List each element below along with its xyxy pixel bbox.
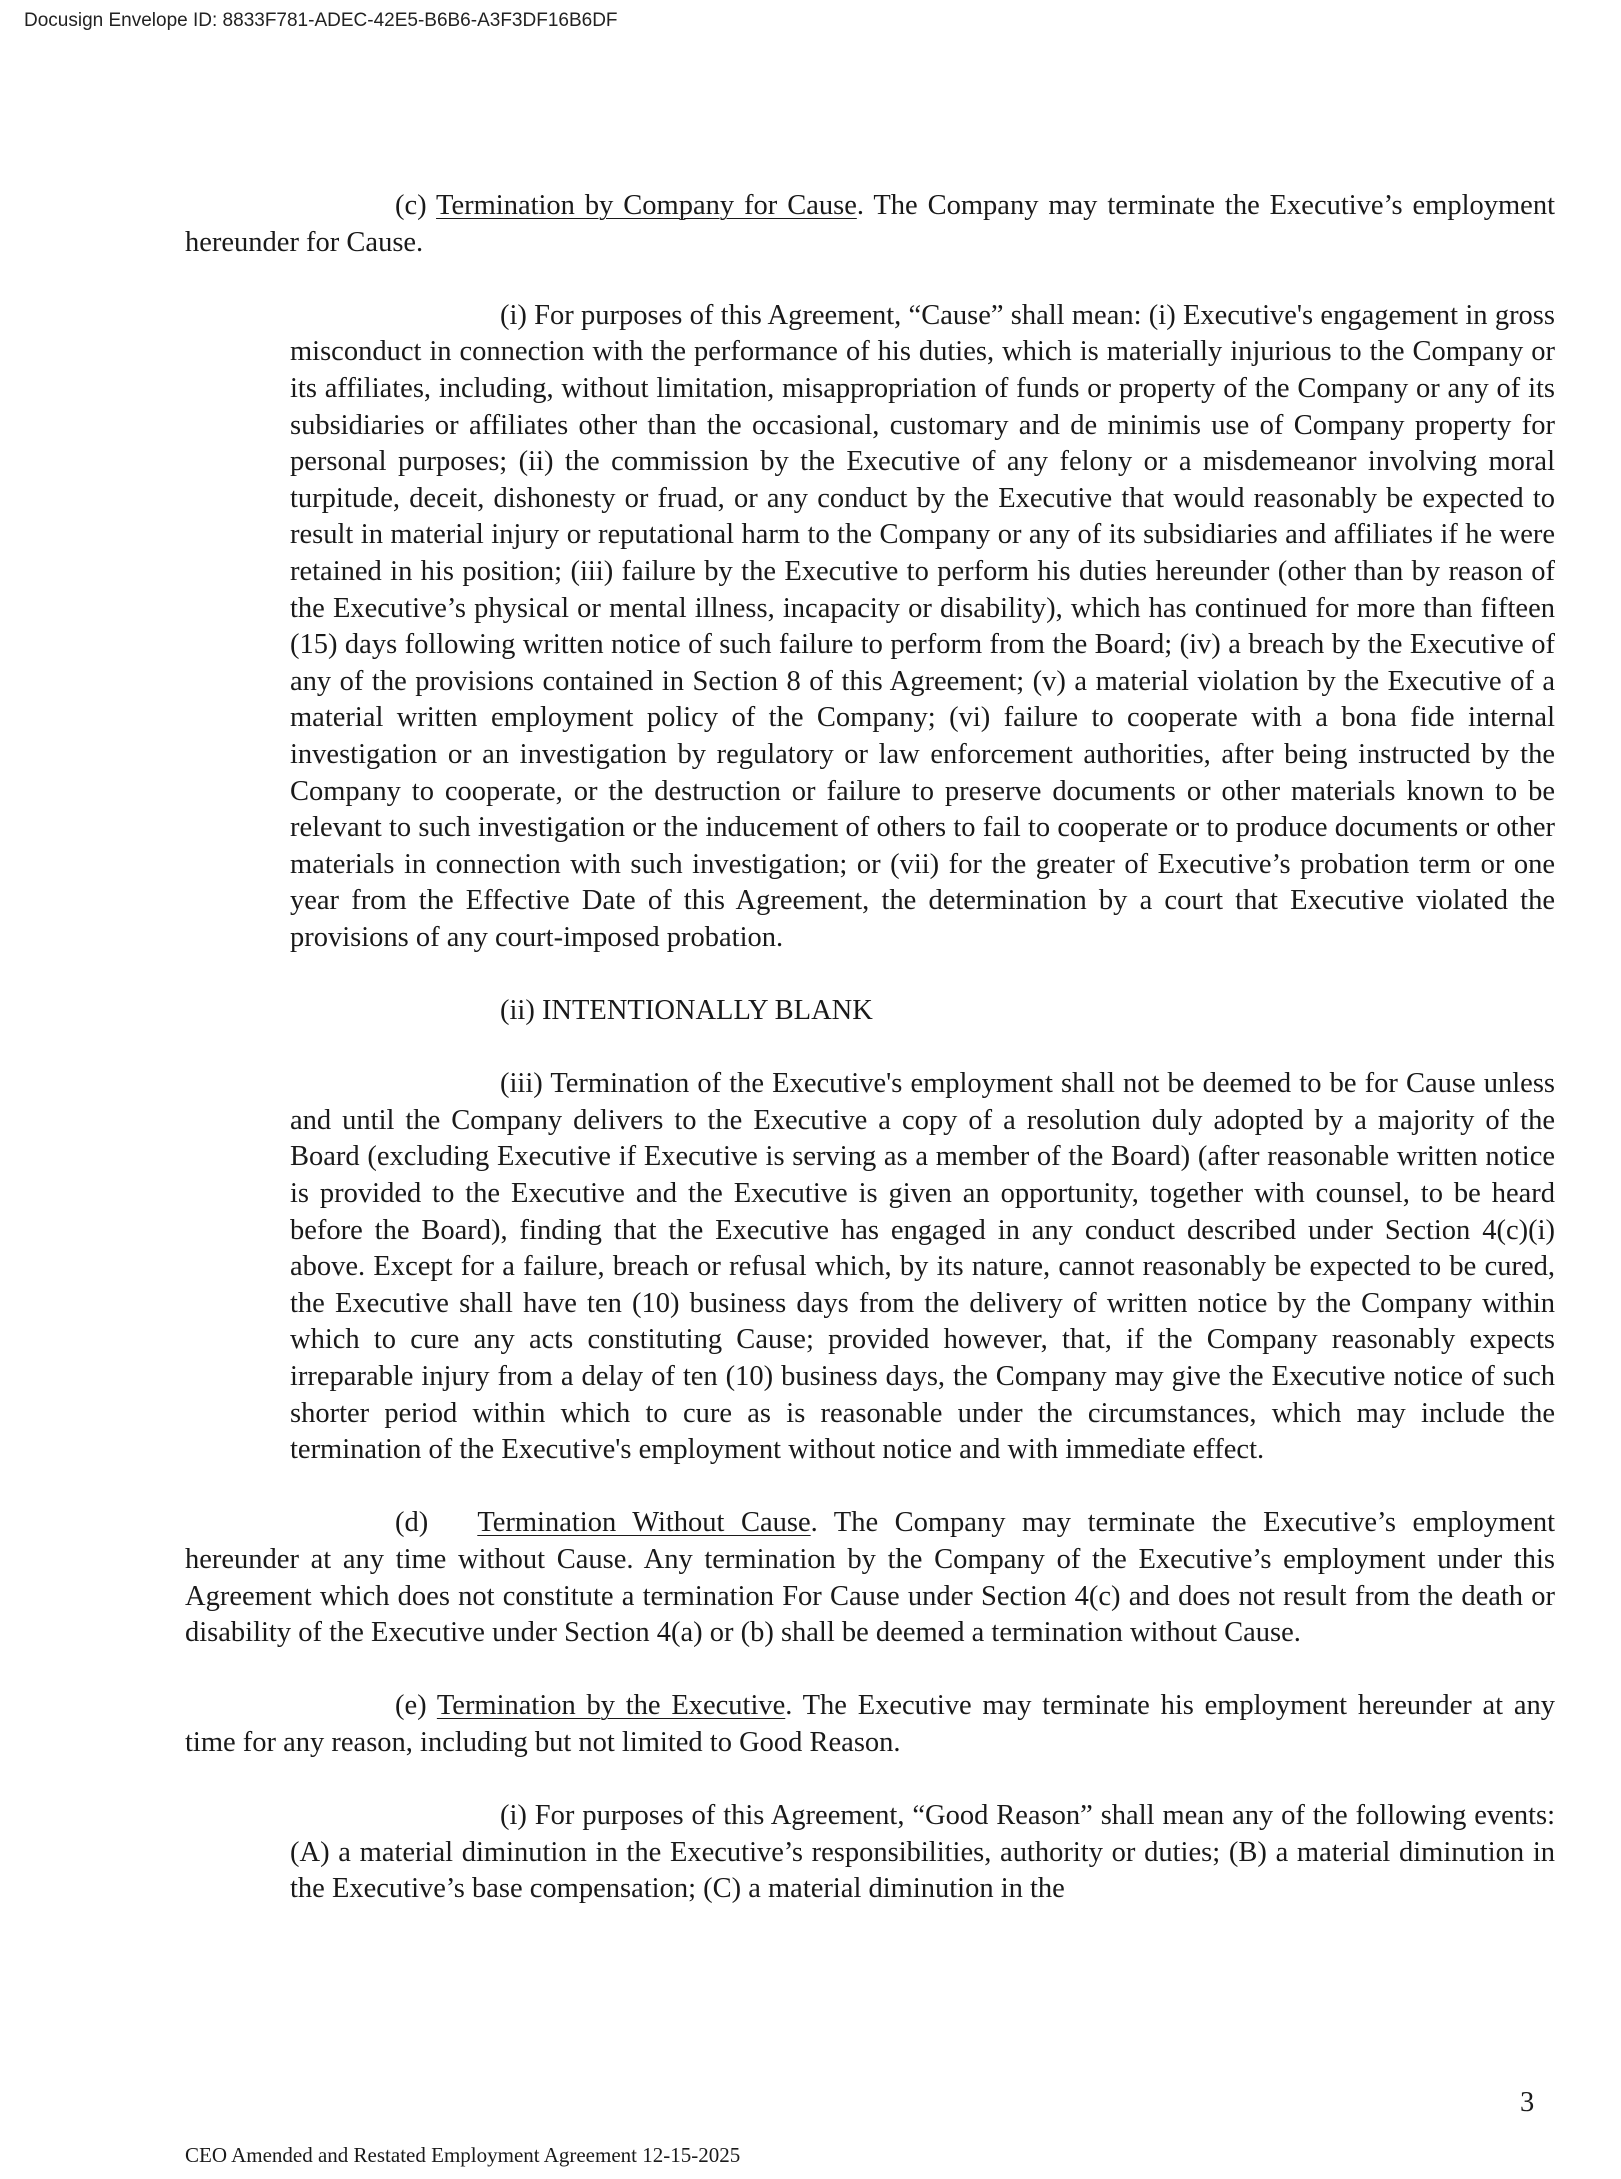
- section-d-label: (d): [395, 1507, 478, 1539]
- section-c-label: (c): [395, 190, 437, 221]
- section-d-text: . The Company may terminate the Executive’s employment hereunder at any time without Cause. Any termination by the Company of the Executive’s employment under this Agreement which does not constitute a termination For Cause under Section 4(c) and does not result from the death or disability of the Executive under Section 4(a) or (b) shall be deemed a termination without Cause.: [185, 1507, 1556, 1649]
- section-e-i: (i) For purposes of this Agreement, “Good Reason” shall mean any of the following events: (A) a material diminution in the Executive’s responsibilities, authority or duties; (B) a material diminution in the Executive’s base compensation; (C) a material diminution in the: [290, 1800, 1555, 1905]
- section-c: [185, 188, 1555, 261]
- section-c-i: (i) For purposes of this Agreement, “Cause” shall mean: (i) Executive's engagement in gross misconduct in connection with the performance of his duties, which is materially injurious to the Company or its affiliates, including, without limitation, misappropriation of funds or property of the Company or any of its subsidiaries or affiliates other than the occasional, customary and de minimis use of Company property for personal purposes; (ii) the commission by the Executive of any felony or a misdemeanor involving moral turpitude, deceit, dishonesty or fruad, or any conduct by the Executive that would reasonably be expected to result in material injury or reputational harm to the Company or any of its subsidiaries and affiliates if he were retained in his position; (iii) failure by the Executive to perform his duties hereunder (other than by reason of the Executive’s physical or mental illness, incapacity or disability), which has continued for more than fifteen (15) days following written notice of such failure to perform from the Board; (iv) a breach by the Executive of any of the provisions contained in Section 8 of this Agreement; (v) a material violation by the Executive of a material written employment policy of the Company; (vi) failure to cooperate with a bona fide internal investigation or an investigation by regulatory or law enforcement authorities, after being instructed by the Company to cooperate, or the destruction or failure to preserve documents or other materials known to be relevant to such investigation or the inducement of others to fail to cooperate or to produce documents or other materials in connection with such investigation; or (vii) for the greater of Executive’s probation term or one year from the Effective Date of this Agreement, the determination by a court that Executive violated the provisions of any court-imposed probation.: [290, 299, 1555, 953]
- document-footer: CEO Amended and Restated Employment Agreement 12-15-2025: [185, 2143, 741, 2167]
- envelope-id: Docusign Envelope ID: 8833F781-ADEC-42E5-B6B6-A3F3DF16B6DF: [24, 10, 618, 31]
- section-e-text: . The Executive may terminate his employment hereunder at any time for any reason, including but not limited to Good Reason.: [185, 1690, 1555, 1758]
- section-d: [185, 1505, 1555, 1651]
- section-e: [185, 1688, 1555, 1761]
- section-c-iii: (iii) Termination of the Executive's employment shall not be deemed to be for Cause unless and until the Company delivers to the Executive a copy of a resolution duly adopted by a majority of the Board (excluding Executive if Executive is serving as a member of the Board) (after reasonable written notice is provided to the Executive and the Executive is given an opportunity, together with counsel, to be heard before the Board), finding that the Executive has engaged in any conduct described under Section 4(c)(i) above. Except for a failure, breach or refusal which, by its nature, cannot reasonably be expected to be cured, the Executive shall have ten (10) business days from the delivery of written notice by the Company within which to cure any acts constituting Cause; provided however, that, if the Company reasonably expects irreparable injury from a delay of ten (10) business days, the Company may give the Executive notice of such shorter period within which to cure as is reasonable under the circumstances, which may include the termination of the Executive's employment without notice and with immediate effect.: [290, 1068, 1555, 1466]
- section-d-heading: Termination Without Cause: [477, 1507, 811, 1539]
- section-e-heading: Termination by the Executive: [436, 1690, 786, 1722]
- section-c-ii: (ii) INTENTIONALLY BLANK: [500, 995, 873, 1027]
- section-c-heading: Termination by Company for Cause: [436, 190, 857, 221]
- document-body: [185, 188, 1555, 1908]
- section-e-label: (e): [395, 1690, 437, 1722]
- page-number: 3: [1520, 2087, 1535, 2118]
- section-c-text: . The Company may terminate the Executive’s employment hereunder for Cause.: [185, 190, 1555, 258]
